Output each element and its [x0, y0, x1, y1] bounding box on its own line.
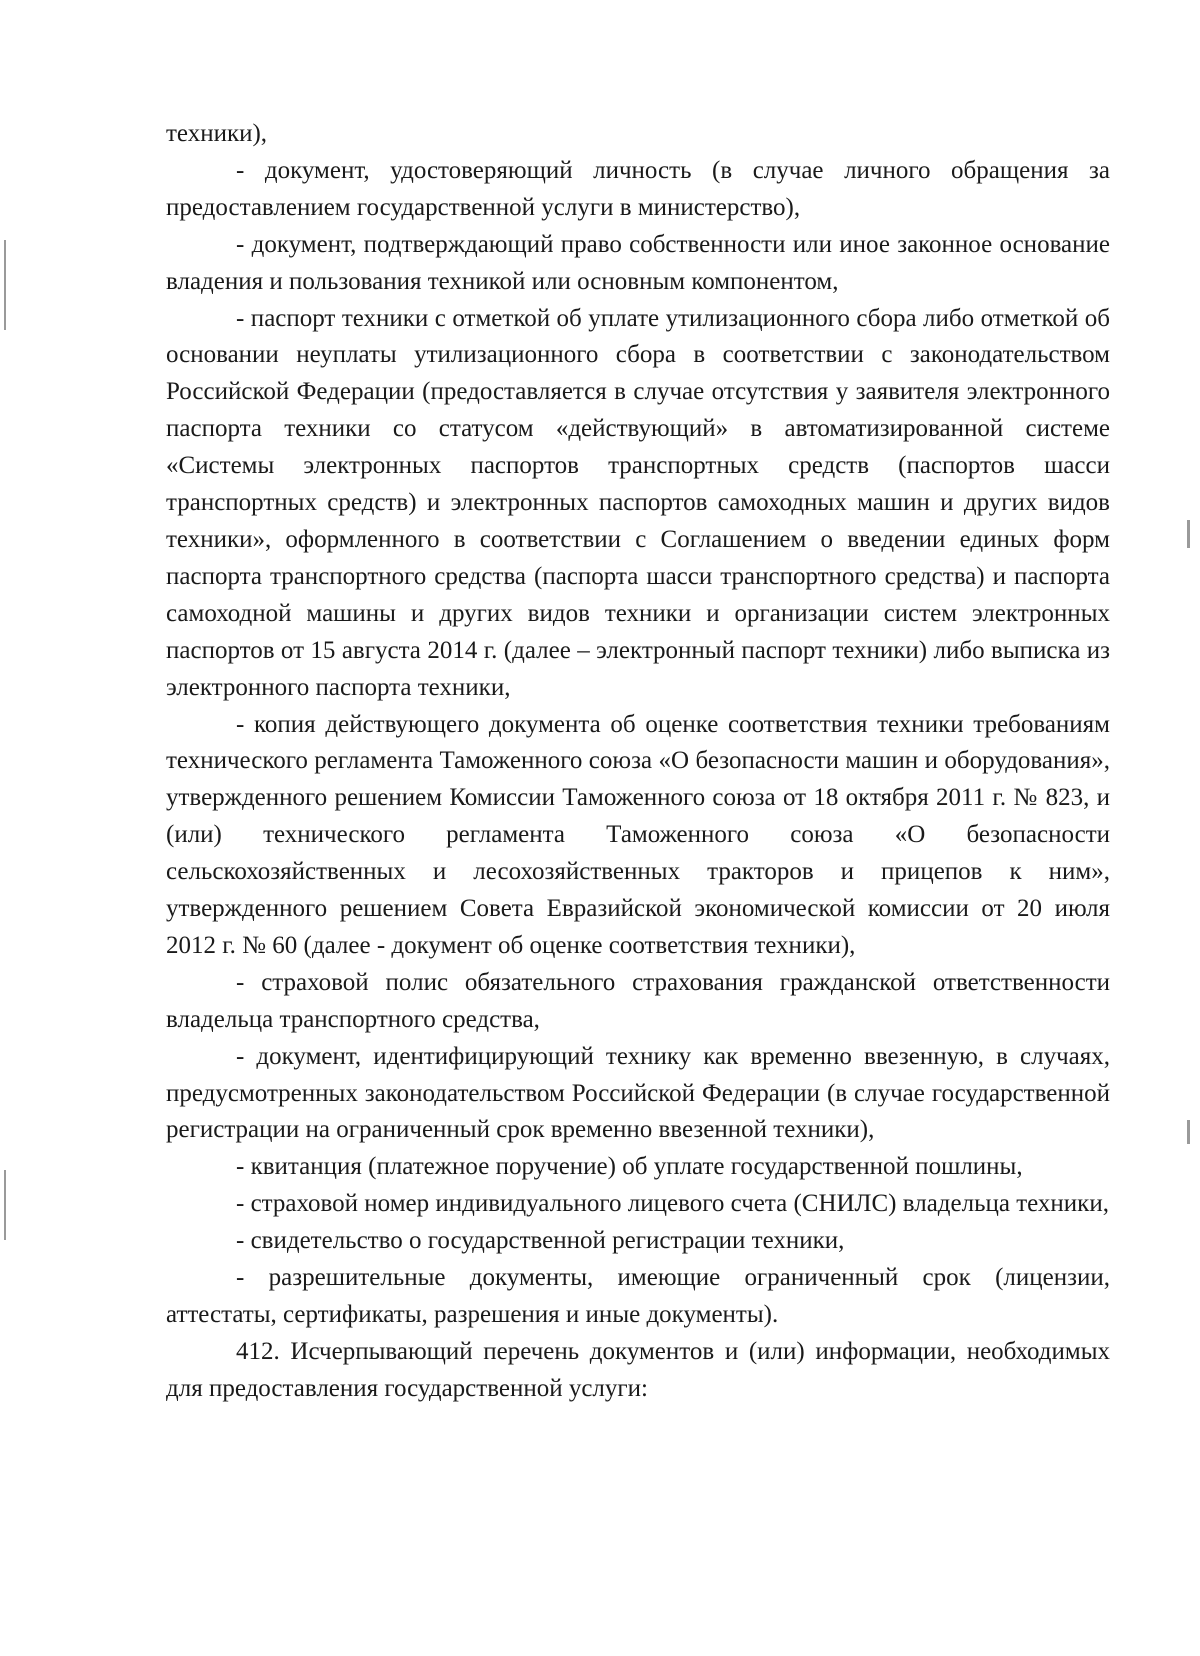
list-item-permits: - разрешительные документы, имеющие ограниченный срок (лицензии, аттестаты, сертификаты, разрешения и иные документы).	[166, 1264, 1110, 1328]
list-item-vehicle-passport: - паспорт техники с отметкой об уплате утилизационного сбора либо отметкой об основании неуплаты утилизационного сбора в соответствии с законодательством Российской Федерации (предоставляется в случае отсутствия у заявителя электронного паспорта техники со статусом «действующий» в автоматизированной системе «Системы электронных паспортов транспортных средств (паспортов шасси транспортных средств) и электронных паспортов самоходных машин и других видов техники», оформленного в соответствии с Соглашением о введении единых форм паспорта транспортного средства (паспорта шасси транспортного средства) и паспорта самоходной машины и других видов техники и организации систем электронных паспортов от 15 августа 2014 г. (далее – электронный паспорт техники) либо выписка из электронного паспорта техники,	[166, 304, 1110, 701]
list-item-insurance-policy: - страховой полис обязательного страхования гражданской ответственности владельца транспортного средства,	[166, 968, 1110, 1033]
document-body	[166, 116, 1110, 1408]
scan-edge-mark	[4, 1170, 6, 1240]
section-412: 412. Исчерпывающий перечень документов и (или) информации, необходимых для предоставления государственной услуги:	[166, 1337, 1110, 1402]
scan-edge-mark	[1187, 520, 1190, 548]
list-item-ownership-document: - документ, подтверждающий право собственности или иное законное основание владения и пользования техникой или основным компонентом,	[166, 230, 1110, 295]
list-item-fee-receipt: - квитанция (платежное поручение) об уплате государственной пошлины,	[236, 1153, 1023, 1181]
list-item-temporary-import-document: - документ, идентифицирующий технику как временно ввезенную, в случаях, предусмотренных законодательством Российской Федерации (в случае государственной регистрации на ограниченный срок временно ввезенной техники),	[166, 1042, 1110, 1144]
list-item-registration-certificate: - свидетельство о государственной регистрации техники,	[236, 1227, 845, 1255]
scan-edge-mark	[4, 240, 6, 330]
scan-edge-mark	[1187, 1120, 1190, 1144]
paragraph-continuation: техники),	[166, 120, 268, 147]
list-item-conformity-document: - копия действующего документа об оценке соответствия техники требованиям технического регламента Таможенного союза «О безопасности машин и оборудования», утвержденного решением Комиссии Таможенного союза от 18 октября 2011 г. № 823, и (или) технического регламента Таможенного союза «О безопасности сельскохозяйственных и лесохозяйственных тракторов и прицепов к ним», утвержденного решением Совета Евразийской экономической комиссии от 20 июля 2012 г. № 60 (далее - документ об оценке соответствия техники),	[166, 710, 1110, 959]
list-item-snils: - страховой номер индивидуального лицевого счета (СНИЛС) владельца техники,	[236, 1190, 1109, 1218]
list-item-identity-document: - документ, удостоверяющий личность (в случае личного обращения за предоставлением государственной услуги в министерство),	[166, 156, 1110, 221]
